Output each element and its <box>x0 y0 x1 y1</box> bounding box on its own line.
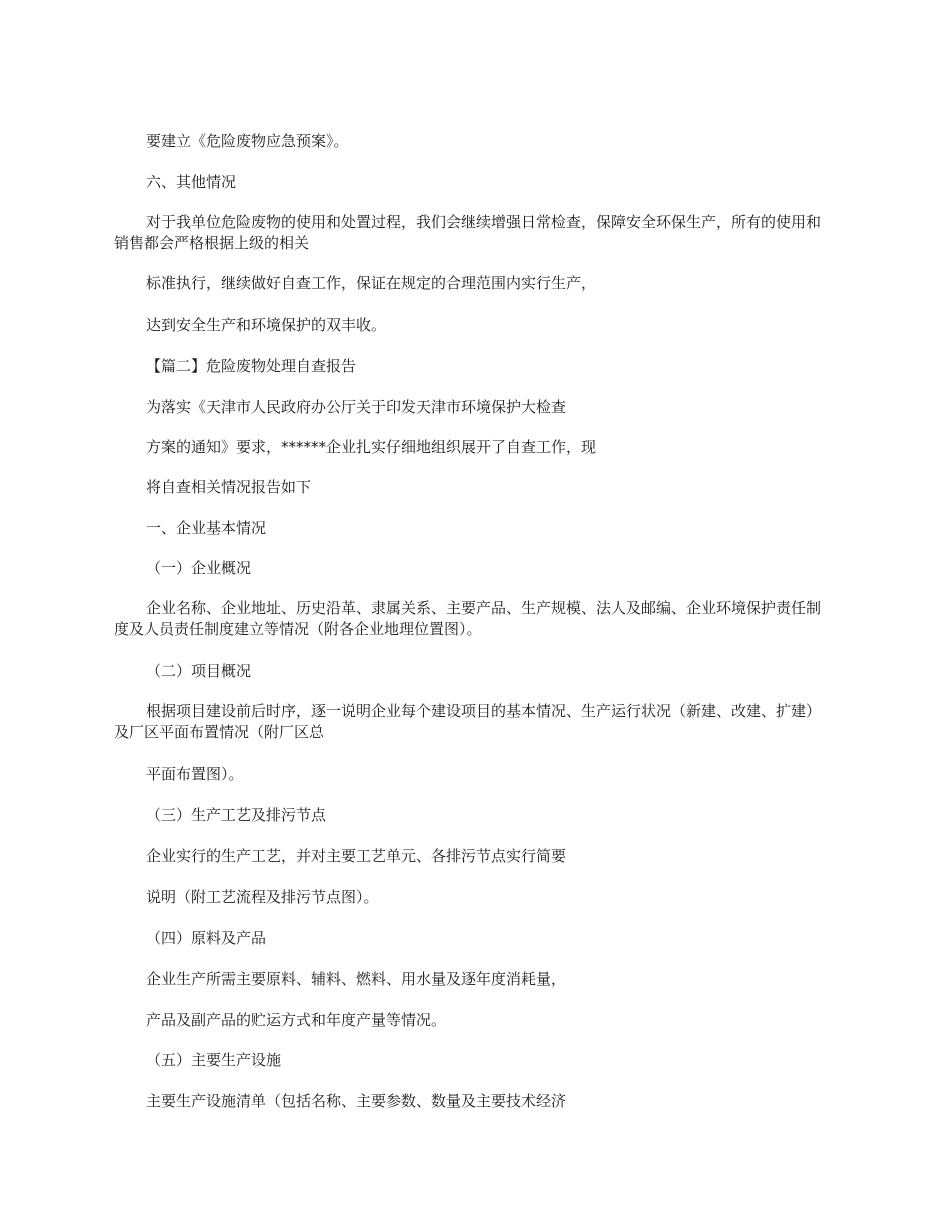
paragraph-implement-notice: 为落实《天津市人民政府办公厅关于印发天津市环境保护大检查 <box>146 398 567 416</box>
paragraph-materials-consumption: 企业生产所需主要原料、辅料、燃料、用水量及逐年度消耗量， <box>146 970 567 988</box>
heading-process-discharge: （三）生产工艺及排污节点 <box>146 806 327 824</box>
heading-project-overview: （二）项目概况 <box>146 662 252 680</box>
paragraph-standard-execution: 标准执行，继续做好自查工作，保证在规定的合理范围内实行生产， <box>146 274 597 292</box>
paragraph-process-diagram: 说明（附工艺流程及排污节点图）。 <box>146 888 379 906</box>
paragraph-layout-plan: 平面布置图）。 <box>146 765 244 783</box>
paragraph-report-intro: 将自查相关情况报告如下 <box>146 478 312 496</box>
paragraph-usage-disposal: 对于我单位危险废物的使用和处置过程，我们会继续增强日常检查，保障安全环保生产，所有的使用和销售都会严格根据上级的相关 <box>114 213 822 252</box>
paragraph-double-harvest: 达到安全生产和环境保护的双丰收。 <box>146 316 387 334</box>
paragraph-product-storage: 产品及副产品的贮运方式和年度产量等情况。 <box>146 1011 447 1029</box>
paragraph-facilities-list: 主要生产设施清单（包括名称、主要参数、数量及主要技术经济 <box>146 1092 567 1110</box>
heading-main-facilities: （五）主要生产设施 <box>146 1051 282 1069</box>
heading-basic-info: 一、企业基本情况 <box>146 519 267 537</box>
heading-part-two: 【篇二】危险废物处理自查报告 <box>146 357 357 375</box>
paragraph-process-description: 企业实行的生产工艺，并对主要工艺单元、各排污节点实行简要 <box>146 847 567 865</box>
paragraph-emergency-plan: 要建立《危险废物应急预案》。 <box>146 132 349 150</box>
heading-materials-products: （四）原料及产品 <box>146 929 267 947</box>
paragraph-enterprise-details: 企业名称、企业地址、历史沿革、隶属关系、主要产品、生产规模、法人及邮编、企业环境保护责任制度及人员责任制度建立等情况（附各企业地理位置图）。 <box>114 599 822 638</box>
paragraph-notice-requirements: 方案的通知》要求，******企业扎实仔细地组织展开了自查工作，现 <box>146 438 597 456</box>
paragraph-project-details: 根据项目建设前后时序，逐一说明企业每个建设项目的基本情况、生产运行状况（新建、改建、扩建）及厂区平面布置情况（附厂区总 <box>114 702 822 741</box>
heading-other-situations: 六、其他情况 <box>146 173 237 191</box>
heading-enterprise-overview: （一）企业概况 <box>146 559 252 577</box>
